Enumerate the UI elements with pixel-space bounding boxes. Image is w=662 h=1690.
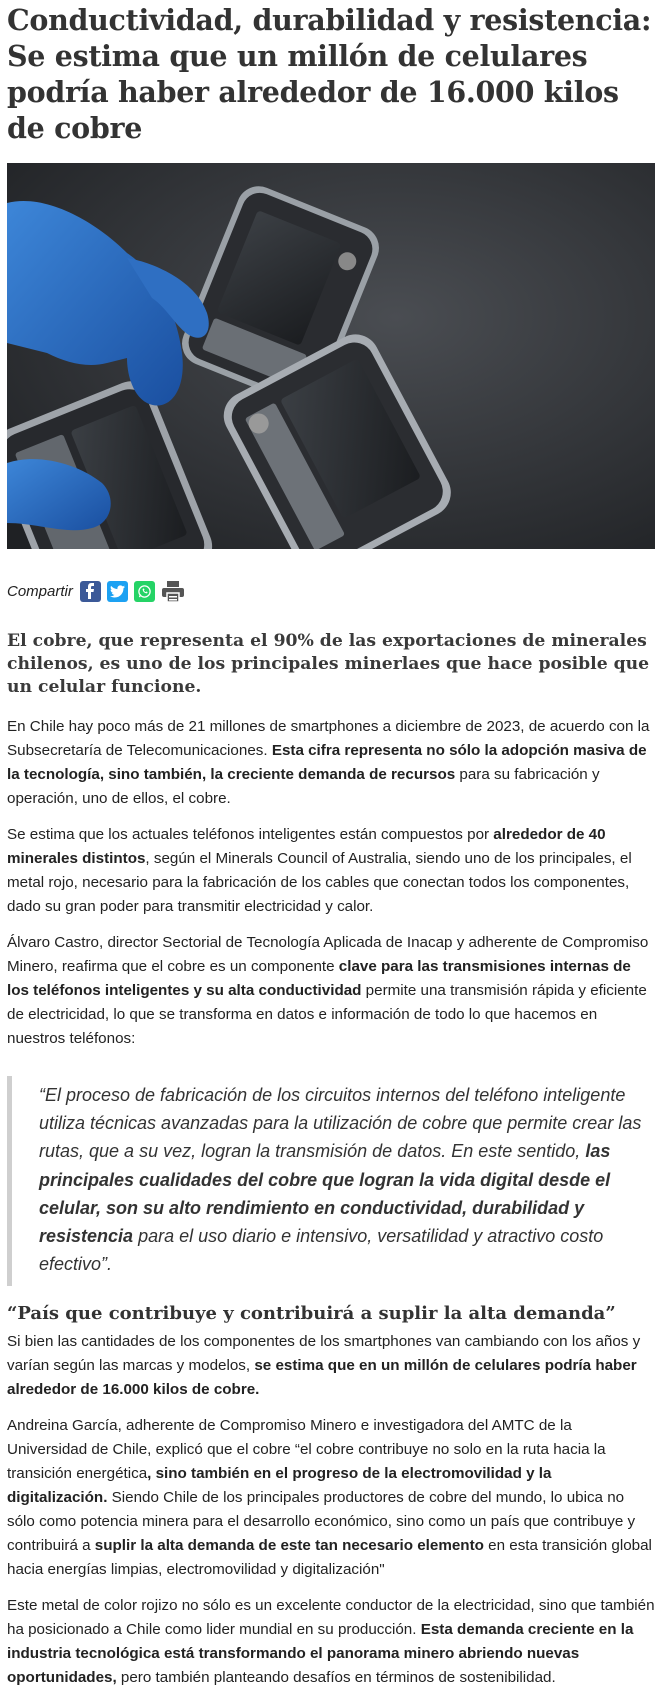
twitter-icon[interactable] [107, 581, 128, 602]
share-label: Compartir [7, 582, 73, 600]
share-bar [7, 578, 655, 604]
pull-quote: “El proceso de fabricación de los circuitos internos del teléfono inteligente utiliza técnicas avanzadas para la utilización de cobre que permite crear las rutas, que a su vez, logran la transmisión de datos. En este sentido, las principales cualidades del cobre que logran la vida digital desde el celular, son su alto rendimiento en conductividad, durabilidad y resistencia para el uso diario e intensivo, versatilidad y atractivo costo efectivo”. [7, 1076, 655, 1286]
article-lead: El cobre, que representa el 90% de las exportaciones de minerales chilenos, es uno de los principales minerlaes que hace posible que un celular funcione. [7, 631, 650, 697]
paragraph-5: Andreina García, adherente de Compromiso Minero e investigadora del AMTC de la Universidad de Chile, explicó que el cobre “el cobre contribuye no solo en la ruta hacia la transición energética, sino también en el progreso de la electromovilidad y la digitalización. Siendo Chile de los principales productores de cobre del mundo, lo ubica no sólo como potencia minera para el desarrollo económico, sino como un país que contribuye y contribuirá a suplir la alta demanda de este tan necesario elemento en esta transición global hacia energías limpias, electromovilidad y digitalización" [7, 1417, 652, 1579]
paragraph-3: Álvaro Castro, director Sectorial de Tecnología Aplicada de Inacap y adherente de Compromiso Minero, reafirma que el cobre es un componente clave para las transmisiones internas de los teléfonos inteligentes y su alta conductividad permite una transmisión rápida y eficiente de electricidad, lo que se transforma en datos e información de todo lo que hacemos en nuestros teléfonos: [7, 934, 649, 1047]
paragraph-1: En Chile hay poco más de 21 millones de smartphones a diciembre de 2023, de acuerdo con la Subsecretaría de Telecomunicaciones. Esta cifra representa no sólo la adopción masiva de la tecnología, sino también, la creciente demanda de recursos para su fabricación y operación, uno de ellos, el cobre. [7, 718, 650, 807]
print-icon[interactable] [161, 581, 185, 602]
article-title: Conductividad, durabilidad y resistencia: Se estima que un millón de celulares podría haber alrededor de 16.000 kilos de cobre [7, 3, 652, 145]
whatsapp-icon[interactable] [134, 581, 155, 602]
facebook-icon[interactable] [80, 581, 101, 602]
paragraph-4: Si bien las cantidades de los componentes de los smartphones van cambiando con los años y varían según las marcas y modelos, se estima que en un millón de celulares podría haber alrededor de 16.000 kilos de cobre. [7, 1333, 641, 1399]
hero-image [7, 163, 655, 549]
article [7, 0, 655, 1690]
section-subheading: “País que contribuye y contribuirá a suplir la alta demanda” [7, 1303, 616, 1325]
paragraph-2: Se estima que los actuales teléfonos inteligentes están compuestos por alrededor de 40 minerales distintos, según el Minerals Council of Australia, siendo uno de los principales, el metal rojo, necesario para la fabricación de los cables que conectan todos los componentes, dado su gran poder para transmitir electricidad y calor. [7, 826, 632, 915]
paragraph-6: Este metal de color rojizo no sólo es un excelente conductor de la electricidad, sino que también ha posicionado a Chile como lider mundial en su producción. Esta demanda creciente en la industria tecnológica está transformando el panorama minero abriendo nuevas oportunidades, pero también planteando desafíos en términos de sostenibilidad. [7, 1597, 655, 1687]
